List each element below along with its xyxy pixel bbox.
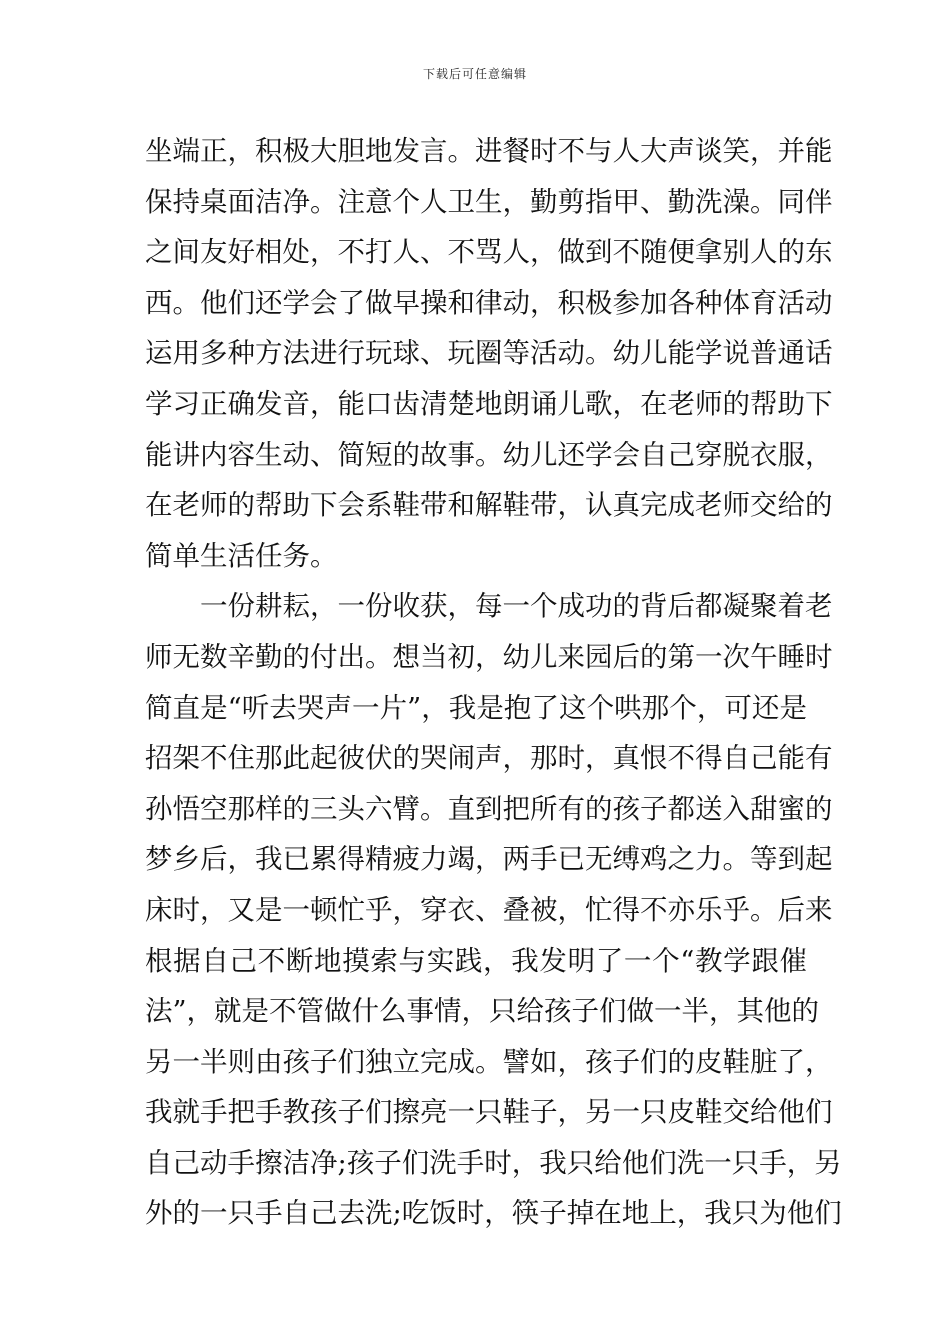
paragraph-1 xyxy=(145,126,833,581)
text-line: 运用多种方法进行玩球、玩圈等活动。幼儿能学说普通话 xyxy=(145,337,833,370)
text-line: 一份耕耘，一份收获，每一个成功的背后都凝聚着老 xyxy=(200,590,833,623)
text-line: 能讲内容生动、简短的故事。幼儿还学会自己穿脱衣服， xyxy=(145,438,833,471)
paragraph-2 xyxy=(145,581,842,1239)
text-line: 西。他们还学会了做早操和律动，积极参加各种体育活动 xyxy=(145,286,833,319)
body-text xyxy=(145,126,842,1239)
text-line: 师无数辛勤的付出。想当初，幼儿来园后的第一次午睡时 xyxy=(145,640,833,673)
text-line: 我就手把手教孩子们擦亮一只鞋子，另一只皮鞋交给他们 xyxy=(145,1096,833,1129)
page-header: 下载后可任意编辑 xyxy=(422,67,527,81)
text-line: 坐端正，积极大胆地发言。进餐时不与人大声谈笑，并能 xyxy=(145,135,833,167)
text-line: 自己动手擦洁净;孩子们洗手时，我只给他们洗一只手，另 xyxy=(145,1146,842,1179)
text-line: 招架不住那此起彼伏的哭闹声，那时，真恨不得自己能有 xyxy=(145,742,833,775)
text-line: 另一半则由孩子们独立完成。譬如，孩子们的皮鞋脏了， xyxy=(145,1045,833,1078)
text-line: 之间友好相处，不打人、不骂人，做到不随便拿别人的东 xyxy=(145,236,833,269)
text-line: 学习正确发音，能口齿清楚地朗诵儿歌，在老师的帮助下 xyxy=(145,387,833,420)
text-line: 外的一只手自己去洗;吃饭时，筷子掉在地上，我只为他们 xyxy=(145,1197,842,1230)
text-line: 简直是“听去哭声一片”，我是抱了这个哄那个，可还是 xyxy=(145,691,807,724)
text-line: 根据自己不断地摸索与实践，我发明了一个“教学跟催 xyxy=(145,944,807,977)
text-line: 床时，又是一顿忙乎，穿衣、叠被，忙得不亦乐乎。后来 xyxy=(145,893,833,926)
text-line: 法”，就是不管做什么事情，只给孩子们做一半，其他的 xyxy=(145,995,820,1028)
text-line: 梦乡后，我已累得精疲力竭，两手已无缚鸡之力。等到起 xyxy=(145,843,833,876)
text-line: 保持桌面洁净。注意个人卫生，勤剪指甲、勤洗澡。同伴 xyxy=(145,185,833,218)
text-line: 简单生活任务。 xyxy=(145,539,338,572)
text-line: 孙悟空那样的三头六臂。直到把所有的孩子都送入甜蜜的 xyxy=(145,792,833,825)
text-line: 在老师的帮助下会系鞋带和解鞋带，认真完成老师交给的 xyxy=(145,489,833,522)
